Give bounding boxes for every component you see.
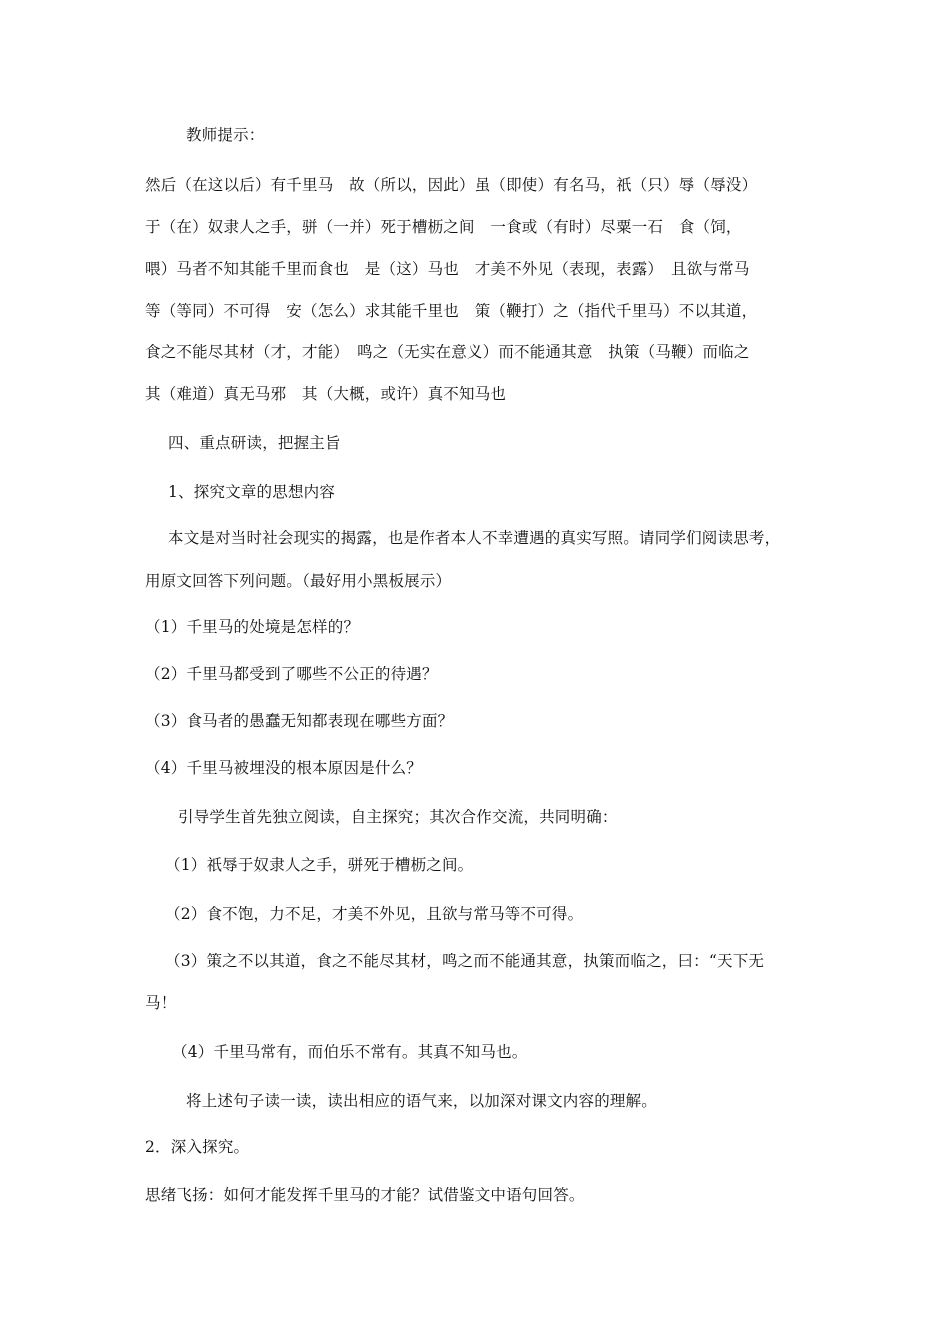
body-paragraph: 用原文回答下列问题。（最好用小黑板展示）: [145, 572, 452, 590]
subsection-heading: 2．深入探究。: [145, 1138, 250, 1156]
question-item: （4）千里马被埋没的根本原因是什么？: [145, 759, 422, 777]
body-paragraph: 本文是对当时社会现实的揭露，也是作者本人不幸遭遇的真实写照。请同学们阅读思考，: [168, 529, 781, 547]
annotation-line: 等（等同）不可得 安（怎么）求其能千里也 策（鞭打）之（指代千里马）不以其道，: [145, 302, 758, 320]
teacher-hint-heading: 教师提示：: [186, 126, 265, 144]
annotation-line: 其（难道）真无马邪 其（大概，或许）真不知马也: [145, 385, 507, 403]
answer-item: （1）祇辱于奴隶人之手，骈死于槽枥之间。: [165, 856, 474, 874]
annotation-line: 喂）马者不知其能千里而食也 是（这）马也 才美不外见（表现，表露） 且欲与常马: [145, 260, 750, 278]
guidance-paragraph: 引导学生首先独立阅读，自主探究；其次合作交流，共同明确：: [178, 808, 618, 826]
body-paragraph: 思绪飞扬：如何才能发挥千里马的才能？试借鉴文中语句回答。: [145, 1186, 585, 1204]
question-item: （3）食马者的愚蠢无知都表现在哪些方面？: [145, 712, 454, 730]
annotation-line: 然后（在这以后）有千里马 故（所以，因此）虽（即使）有名马，祇（只）辱（辱没）: [145, 176, 758, 194]
annotation-line: 食之不能尽其材（才，才能） 鸣之（无实在意义）而不能通其意 执策（马鞭）而临之: [145, 343, 750, 361]
answer-item-continuation: 马！: [145, 994, 177, 1012]
annotation-line: 于（在）奴隶人之手，骈（一并）死于槽枥之间 一食或（有时）尽粟一石 食（饲，: [145, 218, 742, 236]
subsection-heading: 1、探究文章的思想内容: [168, 483, 336, 501]
section-heading: 四、重点研读，把握主旨: [168, 434, 341, 452]
answer-item: （2）食不饱，力不足，才美不外见，且欲与常马等不可得。: [165, 905, 584, 923]
question-item: （1）千里马的处境是怎样的？: [145, 618, 360, 636]
body-paragraph: 将上述句子读一读，读出相应的语气来，以加深对课文内容的理解。: [186, 1092, 658, 1110]
question-item: （2）千里马都受到了哪些不公正的待遇？: [145, 665, 438, 683]
answer-item: （3）策之不以其道，食之不能尽其材，鸣之而不能通其意，执策而临之，曰：“天下无: [165, 952, 765, 970]
answer-item: （4）千里马常有，而伯乐不常有。其真不知马也。: [172, 1043, 528, 1061]
